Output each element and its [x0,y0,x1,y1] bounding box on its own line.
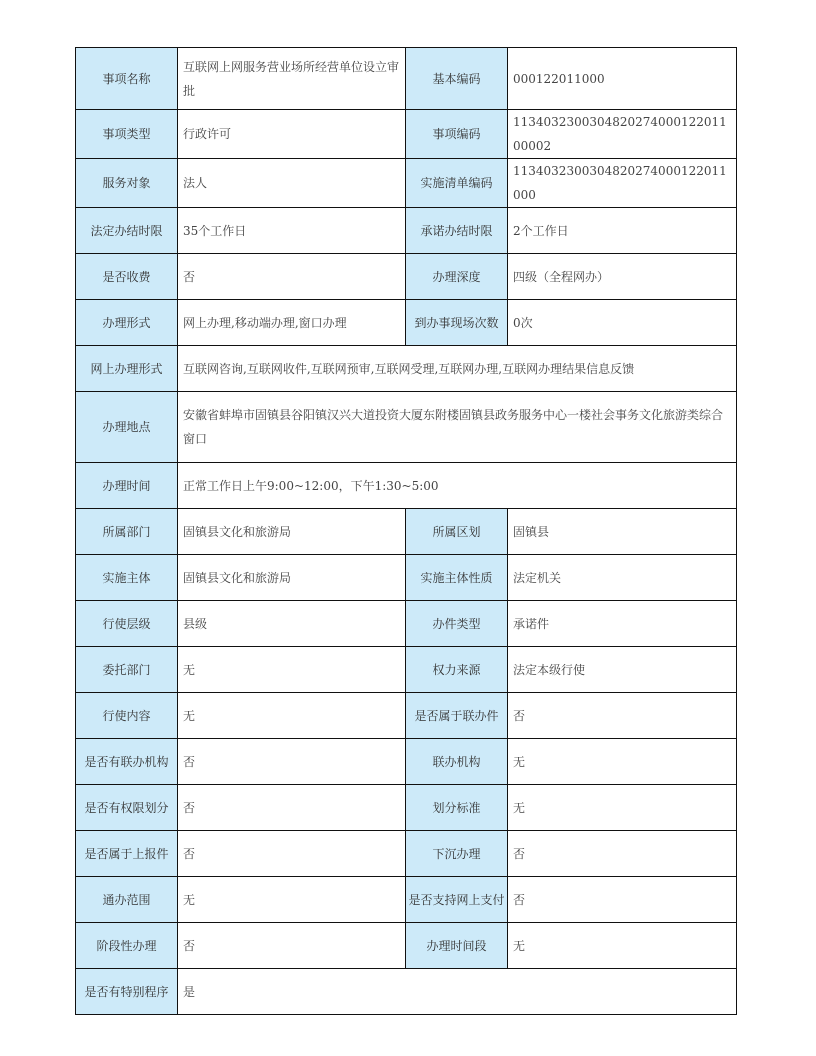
field-label: 到办事现场次数 [406,300,508,346]
field-label: 办理深度 [406,254,508,300]
field-label: 实施清单编码 [406,159,508,208]
field-label: 办理时间 [76,463,178,509]
field-value: 正常工作日上午9:00~12:00，下午1:30~5:00 [178,463,737,509]
table-row [76,555,737,601]
field-value: 行政许可 [178,110,406,159]
field-label: 办件类型 [406,601,508,647]
table-row [76,346,737,392]
field-value: 否 [178,831,406,877]
field-label: 是否有权限划分 [76,785,178,831]
field-value: 2个工作日 [508,208,737,254]
field-value: 是 [178,969,737,1015]
table-row [76,509,737,555]
field-label: 网上办理形式 [76,346,178,392]
field-value: 互联网上网服务营业场所经营单位设立审批 [178,48,406,110]
field-label: 行使内容 [76,693,178,739]
field-value: 否 [508,831,737,877]
field-label: 办理地点 [76,392,178,463]
field-value: 法定本级行使 [508,647,737,693]
table-row [76,110,737,159]
table-row [76,601,737,647]
field-label: 所属区划 [406,509,508,555]
field-value: 安徽省蚌埠市固镇县谷阳镇汉兴大道投资大厦东附楼固镇县政务服务中心一楼社会事务文化旅游类综合窗口 [178,392,737,463]
table-row [76,693,737,739]
field-label: 通办范围 [76,877,178,923]
field-value: 0次 [508,300,737,346]
field-label: 实施主体 [76,555,178,601]
field-label: 联办机构 [406,739,508,785]
table-row [76,392,737,463]
field-value: 000122011000 [508,48,737,110]
table-row [76,923,737,969]
field-value: 网上办理,移动端办理,窗口办理 [178,300,406,346]
field-label: 是否属于联办件 [406,693,508,739]
field-value: 否 [508,693,737,739]
table-row [76,831,737,877]
table-row [76,739,737,785]
field-label: 是否支持网上支付 [406,877,508,923]
table-row [76,208,737,254]
field-value: 互联网咨询,互联网收件,互联网预审,互联网受理,互联网办理,互联网办理结果信息反馈 [178,346,737,392]
field-value: 否 [178,254,406,300]
field-label: 是否有联办机构 [76,739,178,785]
field-value: 否 [178,923,406,969]
field-label: 是否收费 [76,254,178,300]
field-value: 35个工作日 [178,208,406,254]
item-info-table-body [76,48,737,1015]
field-value: 无 [178,877,406,923]
field-value: 113403230030482027400012201100​0 [508,159,737,208]
field-label: 事项编码 [406,110,508,159]
field-label: 划分标准 [406,785,508,831]
field-value: 县级 [178,601,406,647]
field-label: 办理时间段 [406,923,508,969]
field-label: 阶段性办理 [76,923,178,969]
field-value: 法定机关 [508,555,737,601]
field-label: 事项名称 [76,48,178,110]
field-value: 无 [508,785,737,831]
table-row [76,300,737,346]
field-label: 权力来源 [406,647,508,693]
field-value: 固镇县文化和旅游局 [178,555,406,601]
field-label: 法定办结时限 [76,208,178,254]
field-value: 否 [178,785,406,831]
field-label: 是否有特别程序 [76,969,178,1015]
field-label: 实施主体性质 [406,555,508,601]
field-value: 否 [508,877,737,923]
field-value: 否 [178,739,406,785]
field-value: 四级（全程网办） [508,254,737,300]
field-value: 固镇县文化和旅游局 [178,509,406,555]
field-value: 11340323003048202740001220110​0002 [508,110,737,159]
table-row [76,647,737,693]
table-row [76,785,737,831]
field-label: 委托部门 [76,647,178,693]
field-value: 无 [508,739,737,785]
field-label: 行使层级 [76,601,178,647]
field-label: 下沉办理 [406,831,508,877]
table-row [76,877,737,923]
field-label: 所属部门 [76,509,178,555]
field-value: 法人 [178,159,406,208]
table-row [76,159,737,208]
field-value: 无 [178,693,406,739]
field-label: 办理形式 [76,300,178,346]
table-row [76,254,737,300]
field-label: 服务对象 [76,159,178,208]
item-info-table [75,47,737,1015]
field-label: 事项类型 [76,110,178,159]
table-row [76,48,737,110]
field-value: 固镇县 [508,509,737,555]
field-value: 无 [508,923,737,969]
field-label: 基本编码 [406,48,508,110]
field-label: 是否属于上报件 [76,831,178,877]
table-row [76,463,737,509]
table-row [76,969,737,1015]
field-value: 无 [178,647,406,693]
field-label: 承诺办结时限 [406,208,508,254]
field-value: 承诺件 [508,601,737,647]
